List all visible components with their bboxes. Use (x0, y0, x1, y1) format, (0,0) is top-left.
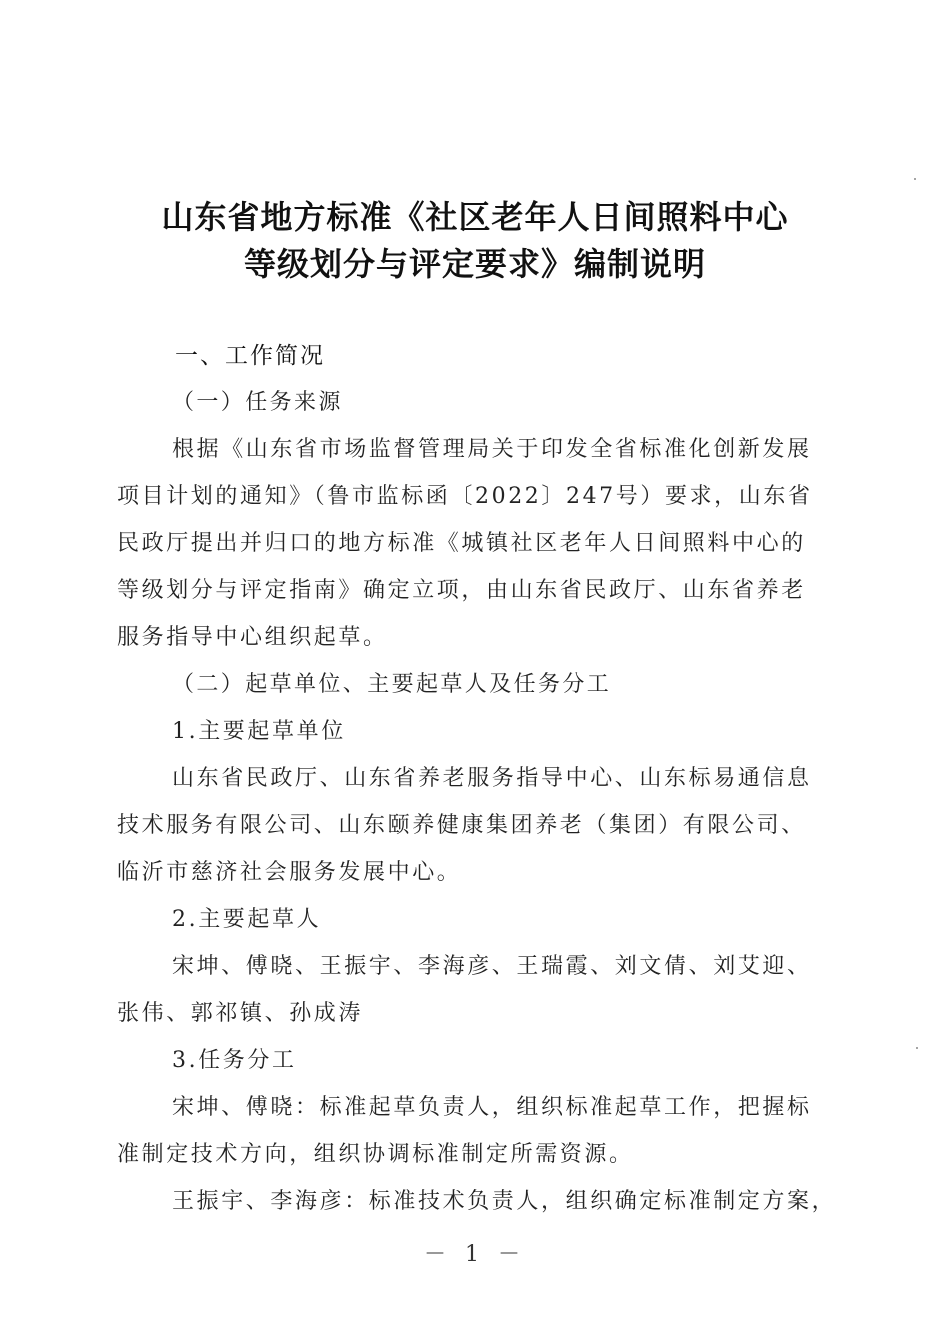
paragraph-line: 项目计划的通知》（鲁市监标函〔2022〕247号）要求，山东省 (117, 484, 813, 509)
document-title-line-1: 山东省地方标准《社区老年人日间照料中心 (161, 198, 789, 236)
paragraph-line: 等级划分与评定指南》确定立项，由山东省民政厅、山东省养老 (117, 578, 806, 603)
paragraph-line: 张伟、郭祁镇、孙成涛 (117, 1001, 364, 1026)
document-title-line-2: 等级划分与评定要求》编制说明 (243, 245, 706, 283)
paragraph-line: 服务指导中心组织起草。 (117, 625, 388, 650)
subsection-heading-drafters: （二）起草单位、主要起草人及任务分工 (172, 672, 612, 697)
subsection-heading-task-source: （一）任务来源 (172, 390, 343, 415)
paragraph-line: 宋坤、傅晓、王振宇、李海彦、王瑞霞、刘文倩、刘艾迎、 (172, 954, 812, 979)
item-heading-task-division: 3.任务分工 (172, 1048, 297, 1073)
paragraph-line: 根据《山东省市场监督管理局关于印发全省标准化创新发展 (172, 437, 812, 462)
paragraph-line: 技术服务有限公司、山东颐养健康集团养老（集团）有限公司、 (117, 813, 806, 838)
item-heading-main-drafters: 2.主要起草人 (172, 907, 322, 932)
paragraph-line: 民政厅提出并归口的地方标准《城镇社区老年人日间照料中心的 (117, 531, 806, 556)
scan-speck (914, 178, 916, 180)
scan-speck (916, 1047, 918, 1049)
section-heading-work-overview: 一、工作简况 (175, 343, 325, 369)
paragraph-line: 宋坤、傅晓：标准起草负责人，组织标准起草工作，把握标 (172, 1095, 812, 1120)
paragraph-line: 王振宇、李海彦：标准技术负责人，组织确定标准制定方案， (172, 1189, 837, 1214)
item-heading-drafting-units: 1.主要起草单位 (172, 719, 346, 744)
paragraph-line: 准制定技术方向，组织协调标准制定所需资源。 (117, 1142, 634, 1167)
paragraph-line: 临沂市慈济社会服务发展中心。 (117, 860, 462, 885)
paragraph-line: 山东省民政厅、山东省养老服务指导中心、山东标易通信息 (172, 766, 812, 791)
page-number: － 1 － (424, 1242, 526, 1267)
